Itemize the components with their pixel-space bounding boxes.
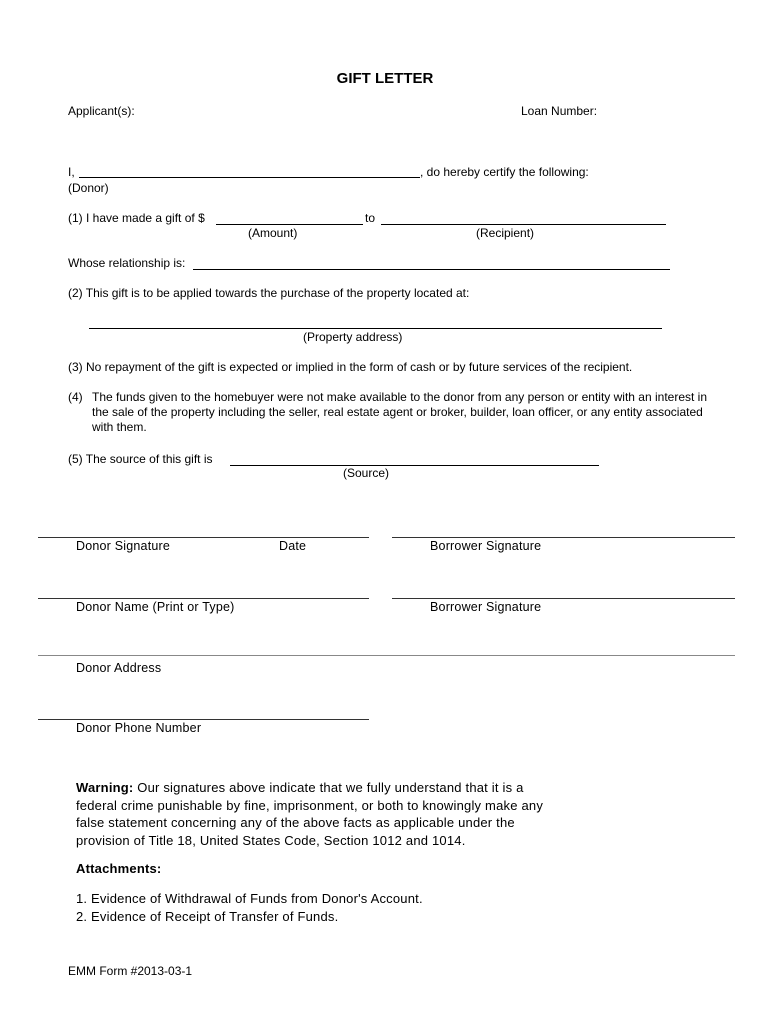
donor-phone-line[interactable] — [38, 719, 369, 720]
form-id: EMM Form #2013-03-1 — [68, 964, 193, 978]
donor-signature-label: Donor Signature — [76, 539, 171, 553]
donor-phone-label: Donor Phone Number — [76, 721, 202, 735]
donor-address-line[interactable] — [38, 655, 735, 656]
item4-number: (4) — [68, 390, 83, 404]
warning-label: Warning: — [76, 780, 134, 795]
borrower-signature-label-1: Borrower Signature — [430, 539, 542, 553]
donor-name-field[interactable] — [79, 177, 420, 178]
item1-text: (1) I have made a gift of $ — [68, 211, 205, 225]
donor-address-label: Donor Address — [76, 661, 162, 675]
date-label: Date — [279, 539, 307, 553]
item1-to: to — [365, 211, 376, 225]
warning-paragraph — [76, 779, 566, 849]
certify-text: , do hereby certify the following: — [420, 165, 589, 179]
item3-text: (3) No repayment of the gift is expected or implied in the form of cash or by future services of the recipient. — [68, 360, 633, 374]
item2-text: (2) This gift is to be applied towards the purchase of the property located at: — [68, 286, 470, 300]
applicants-label: Applicant(s): — [68, 104, 135, 118]
borrower-signature-label-2: Borrower Signature — [430, 600, 542, 614]
relationship-label: Whose relationship is: — [68, 256, 186, 270]
warning-text: Our signatures above indicate that we fully understand that it is a federal crime punishable by fine, imprisonment, or both to knowingly make any false statement concerning any of the above facts as applicable under the provision of Title 18, United States Code, Section 1012 and 1014. — [76, 780, 544, 848]
donor-caption: (Donor) — [68, 181, 109, 195]
donor-name-label: Donor Name (Print or Type) — [76, 600, 235, 614]
page-title: GIFT LETTER — [336, 70, 434, 87]
donor-name-line[interactable] — [38, 598, 369, 599]
attachments-heading: Attachments: — [76, 861, 162, 876]
property-caption: (Property address) — [303, 330, 403, 344]
recipient-caption: (Recipient) — [476, 226, 535, 240]
item4-text: The funds given to the homebuyer were not make available to the donor from any person or entity with an interest in the sale of the property including the seller, real estate agent or broker, builder, loan officer, or any entity associated with them. — [92, 390, 708, 434]
source-caption: (Source) — [343, 466, 390, 480]
donor-signature-line[interactable] — [38, 537, 369, 538]
borrower-signature-line-1[interactable] — [392, 537, 735, 538]
amount-caption: (Amount) — [248, 226, 298, 240]
attachment-item: 1. Evidence of Withdrawal of Funds from Donor's Account. — [76, 891, 423, 906]
donor-prefix: I, — [68, 165, 75, 179]
loan-number-label: Loan Number: — [521, 104, 598, 118]
item5-text: (5) The source of this gift is — [68, 452, 213, 466]
source-field[interactable] — [230, 465, 599, 466]
relationship-field[interactable] — [193, 269, 670, 270]
property-address-field[interactable] — [89, 328, 662, 329]
recipient-field[interactable] — [381, 224, 666, 225]
amount-field[interactable] — [216, 224, 363, 225]
attachment-item: 2. Evidence of Receipt of Transfer of Funds. — [76, 909, 339, 924]
borrower-signature-line-2[interactable] — [392, 598, 735, 599]
